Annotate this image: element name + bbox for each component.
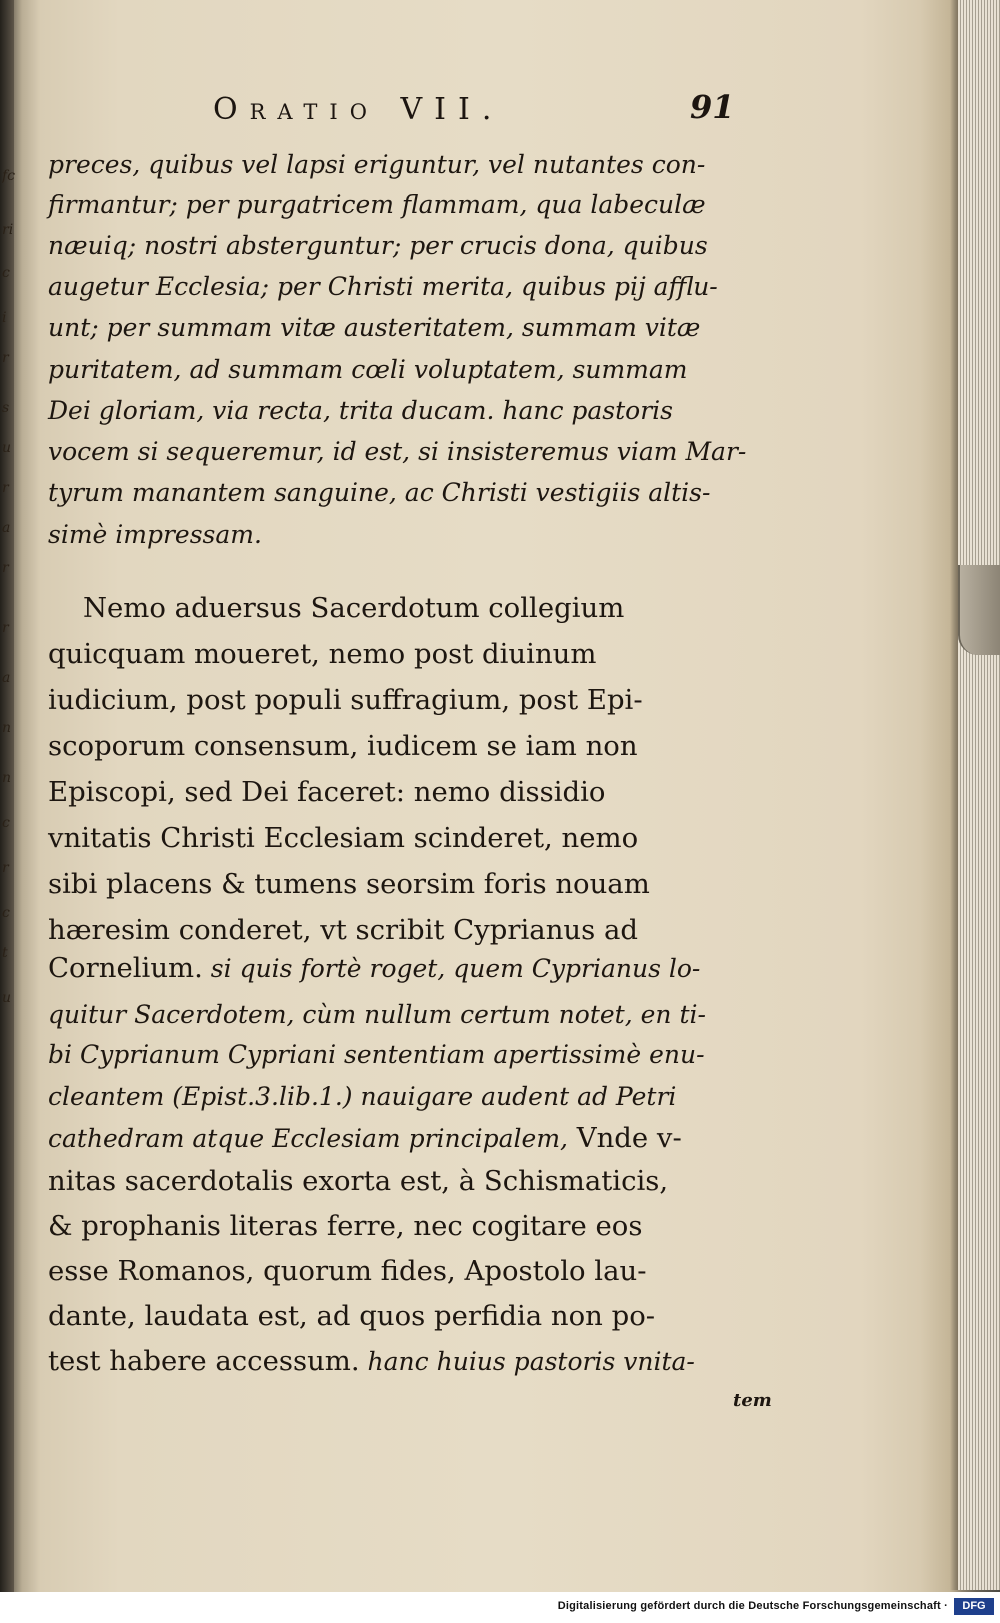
text-line xyxy=(48,1300,788,1332)
running-head xyxy=(0,88,960,132)
italic-run: unt; per summam vitæ austeritatem, summam vitæ xyxy=(48,313,701,342)
text-line xyxy=(48,355,788,384)
text-line xyxy=(48,638,788,670)
text-line xyxy=(48,1165,788,1197)
roman-run: scoporum consensum, iudicem se iam non xyxy=(48,730,638,762)
roman-run: Nemo aduersus Sacerdotum collegium xyxy=(48,592,625,624)
italic-run: si quis fortè roget, quem Cyprianus lo- xyxy=(202,954,701,983)
text-line xyxy=(48,914,788,946)
roman-run: Cornelium. xyxy=(48,952,203,984)
text-line xyxy=(48,190,788,219)
italic-run: Dei gloriam, via recta, trita ducam. hanc pastoris xyxy=(48,396,674,425)
text-line xyxy=(48,1255,788,1287)
running-title: Oratio VII. xyxy=(213,92,504,127)
margin-fragment: c xyxy=(2,265,10,281)
margin-fragment: ri xyxy=(2,222,14,238)
roman-run: Episcopi, sed Dei faceret: nemo dissidio xyxy=(48,776,606,808)
roman-run: & prophanis literas ferre, nec cogitare eos xyxy=(48,1210,643,1242)
text-line xyxy=(48,1000,788,1029)
italic-run: firmantur; per purgatricem flammam, qua labeculæ xyxy=(48,190,706,219)
italic-run: næuiq; nostri absterguntur; per crucis dona, quibus xyxy=(48,231,708,260)
catchword: tem xyxy=(733,1390,772,1411)
text-line xyxy=(48,231,788,260)
book-gutter-left xyxy=(0,0,14,1623)
margin-fragment: a xyxy=(2,520,11,536)
dfg-logo: DFG xyxy=(954,1598,994,1615)
margin-fragment: fc xyxy=(2,168,16,184)
roman-run: esse Romanos, quorum fides, Apostolo lau- xyxy=(48,1255,647,1287)
roman-run: Vnde v- xyxy=(567,1122,682,1154)
text-line xyxy=(48,1345,788,1377)
roman-run: hæresim conderet, vt scribit Cyprianus ad xyxy=(48,914,638,946)
text-line xyxy=(48,1210,788,1242)
italic-run: augetur Ecclesia; per Christi merita, quibus pij afflu- xyxy=(48,272,718,301)
italic-run: preces, quibus vel lapsi eriguntur, vel nutantes con- xyxy=(48,150,706,179)
italic-run: bi Cyprianum Cypriani sententiam apertissimè enu- xyxy=(48,1040,705,1069)
italic-run: simè impressam. xyxy=(48,520,262,549)
margin-fragment: n xyxy=(2,720,12,736)
margin-fragment: r xyxy=(2,560,9,576)
bookmark-tab xyxy=(958,565,1000,655)
text-line xyxy=(48,396,788,425)
italic-run: cathedram atque Ecclesiam principalem, xyxy=(48,1124,568,1153)
text-line xyxy=(48,822,788,854)
italic-run: vocem si sequeremur, id est, si insisteremus viam Mar- xyxy=(48,437,747,466)
margin-fragment: n xyxy=(2,770,12,786)
text-line xyxy=(48,868,788,900)
margin-fragment: u xyxy=(2,440,12,456)
margin-fragment: r xyxy=(2,860,9,876)
text-line xyxy=(48,1122,788,1154)
margin-fragment: r xyxy=(2,350,9,366)
roman-run: nitas sacerdotalis exorta est, à Schismaticis, xyxy=(48,1165,669,1197)
text-line xyxy=(48,952,788,984)
text-line xyxy=(48,730,788,762)
italic-run: puritatem, ad summam cœli voluptatem, summam xyxy=(48,355,688,384)
margin-fragment: t xyxy=(2,945,8,961)
text-line xyxy=(48,684,788,716)
italic-run: tyrum manantem sanguine, ac Christi vestigiis altis- xyxy=(48,478,711,507)
text-line xyxy=(48,1082,788,1111)
margin-fragment: c xyxy=(2,905,10,921)
roman-run: iudicium, post populi suffragium, post Epi- xyxy=(48,684,643,716)
roman-run: vnitatis Christi Ecclesiam scinderet, nemo xyxy=(48,822,639,854)
margin-fragment: a xyxy=(2,670,11,686)
italic-run: cleantem (Epist.3.lib.1.) nauigare audent ad Petri xyxy=(48,1082,677,1111)
roman-run: sibi placens & tumens seorsim foris nouam xyxy=(48,868,650,900)
roman-run: dante, laudata est, ad quos perfidia non po- xyxy=(48,1300,656,1332)
margin-fragment: u xyxy=(2,990,12,1006)
text-line xyxy=(48,272,788,301)
italic-run: hanc huius pastoris vnita- xyxy=(359,1347,695,1376)
footer-credit: Digitalisierung gefördert durch die Deutsche Forschungsgemeinschaft · xyxy=(557,1600,948,1612)
page-stack-edge xyxy=(958,0,1000,1590)
margin-fragment: i xyxy=(2,310,7,326)
page-number: 91 xyxy=(690,88,735,126)
margin-fragment: r xyxy=(2,620,9,636)
margin-fragment: s xyxy=(2,400,10,416)
text-line xyxy=(48,478,788,507)
text-line xyxy=(48,437,788,466)
text-line xyxy=(48,520,788,549)
text-line xyxy=(48,776,788,808)
digitization-footer xyxy=(0,1592,1000,1623)
margin-fragment: r xyxy=(2,480,9,496)
text-line xyxy=(48,1040,788,1069)
roman-run: test habere accessum. xyxy=(48,1345,360,1377)
margin-fragment: c xyxy=(2,815,10,831)
italic-run: quitur Sacerdotem, cùm nullum certum notet, en ti- xyxy=(48,1000,706,1029)
roman-run: quicquam moueret, nemo post diuinum xyxy=(48,638,597,670)
text-line xyxy=(48,150,788,179)
text-line xyxy=(48,592,788,624)
text-line xyxy=(48,313,788,342)
